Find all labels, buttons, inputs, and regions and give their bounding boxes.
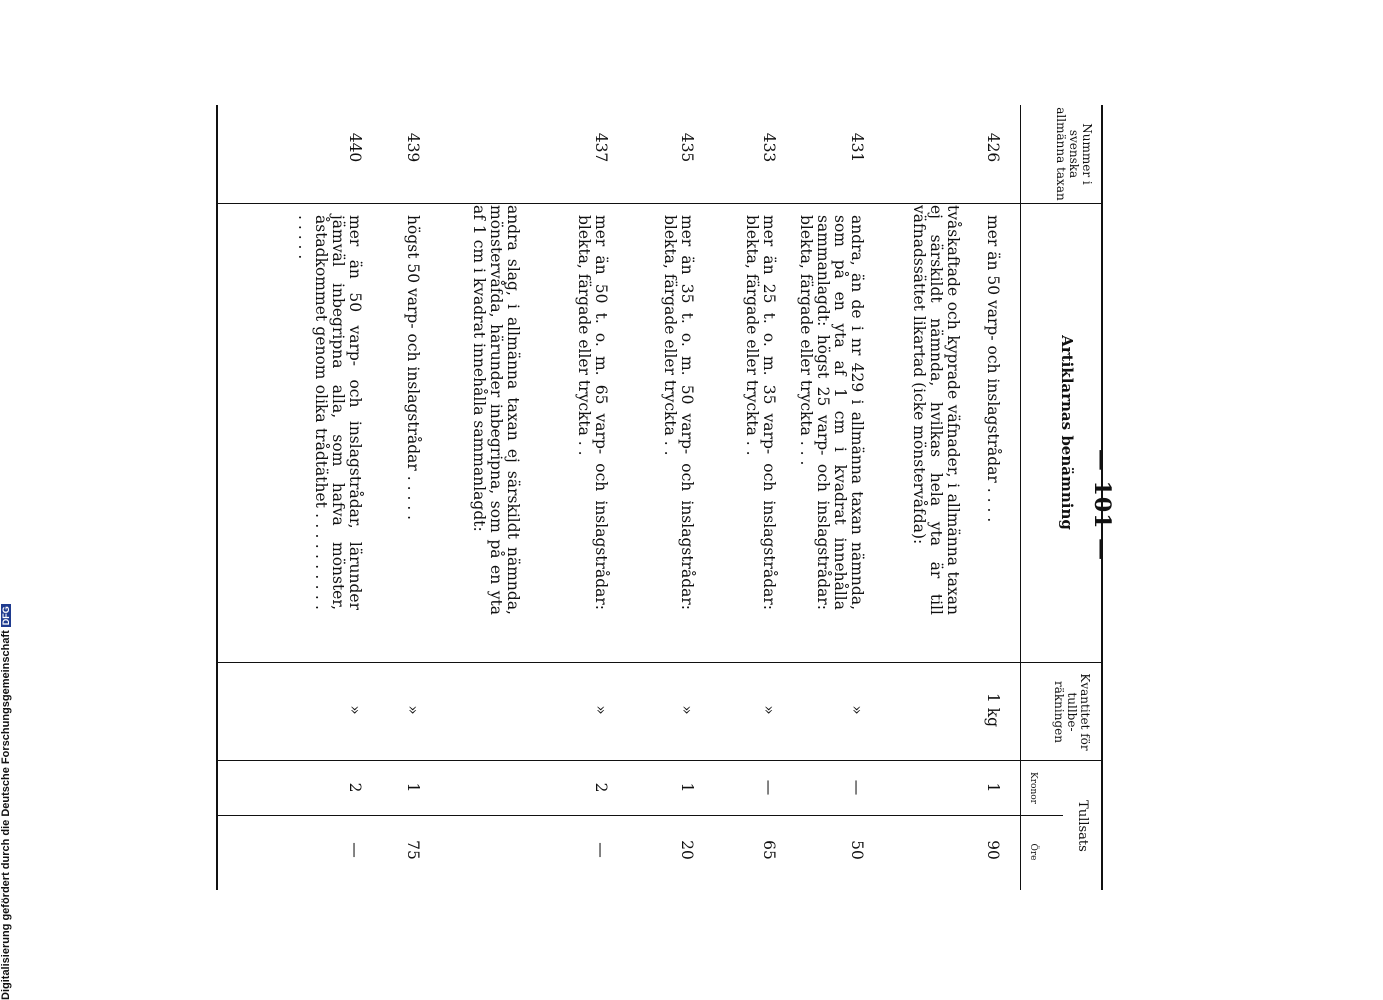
row-kronor: 1 bbox=[678, 782, 696, 793]
page-number: — 101 — bbox=[1089, 448, 1115, 562]
row-ore: 65 bbox=[760, 840, 778, 860]
row-ore: 20 bbox=[678, 840, 696, 860]
row-description: mer än 50 varp- och inslagstrådar . . . . bbox=[984, 215, 1002, 523]
row-quantity: » bbox=[404, 705, 422, 715]
row-description: andra slag, i allmänna taxan ej särskildt nämnda, mönstervåfda, härunder inbegripna, som på en yta af 1 cm i kvadrat innehålla sammanlagdt: bbox=[470, 205, 522, 615]
row-ore: — bbox=[592, 842, 610, 858]
row-number: 433 bbox=[760, 132, 778, 163]
row-number: 440 bbox=[346, 132, 364, 163]
scanned-page bbox=[173, 85, 1153, 925]
header-number: Nummer i svenska allmänna taxan bbox=[1054, 107, 1094, 201]
digitization-credit bbox=[0, 600, 12, 1000]
row-ore: 50 bbox=[848, 840, 866, 860]
header-quantity: Kvantitet för tullbe-räkningen bbox=[1052, 673, 1092, 751]
header-ore: Öre bbox=[1028, 843, 1038, 861]
row-kronor: — bbox=[760, 779, 778, 796]
row-ore: 90 bbox=[984, 840, 1002, 860]
column-rule-1 bbox=[218, 203, 1103, 204]
table-bottom-rule bbox=[216, 105, 218, 890]
row-description: mer än 50 t. o. m. 65 varp- och inslagstrådar: blekta, färgade eller tryckta . . bbox=[575, 215, 610, 610]
row-description: mer än 50 varp- och inslagstrådar, lärunder jämväl inbegripna alla, som hafva mönster, åstadkommet genom olika trådtäthet . . . . . . . . . . . . . . . bbox=[295, 215, 364, 610]
table-top-rule bbox=[1101, 105, 1103, 890]
row-quantity: » bbox=[760, 705, 778, 715]
row-kronor: 1 bbox=[404, 782, 422, 793]
row-number: 437 bbox=[592, 132, 610, 163]
credit-text: Digitalisierung gefördert durch die Deutsche Forschungsgemeinschaft bbox=[0, 630, 12, 1000]
header-tariff: Tullsats bbox=[1075, 800, 1090, 852]
header-kronor: Kronor bbox=[1028, 772, 1038, 804]
row-quantity: » bbox=[346, 705, 364, 715]
row-quantity: » bbox=[678, 705, 696, 715]
row-description: högst 50 varp- och inslagstrådar . . . . . bbox=[404, 215, 422, 521]
row-number: 435 bbox=[678, 132, 696, 163]
header-bottom-rule bbox=[1020, 105, 1021, 890]
row-quantity: 1 kg bbox=[984, 692, 1002, 728]
row-quantity: » bbox=[848, 705, 866, 715]
dfg-logo: DFG bbox=[1, 606, 11, 626]
row-number: 431 bbox=[848, 132, 866, 163]
row-ore: 75 bbox=[404, 840, 422, 860]
row-description: mer än 25 t. o. m. 35 varp- och inslagstrådar: blekta, färgade eller tryckta . . bbox=[743, 215, 778, 610]
row-description: tvåskaftade och kyprade väfnader, i allmänna taxan ej särskildt nämnda, hvilkas hela yta är till väfnadssättet likartad (icke mönstervåfda): bbox=[910, 205, 962, 615]
row-quantity: » bbox=[592, 705, 610, 715]
row-number: 426 bbox=[984, 132, 1002, 163]
row-kronor: 2 bbox=[592, 782, 610, 793]
row-kronor: — bbox=[848, 779, 866, 796]
row-kronor: 2 bbox=[346, 782, 364, 793]
row-ore: — bbox=[346, 842, 364, 858]
column-rule-4 bbox=[218, 815, 1063, 816]
row-description: andra, än de i nr 429 i allmänna taxan nämnda, som på en yta af 1 cm i kvadrat innehålla sammanlagdt: högst 25 varp- och inslagstrådar: blekta, färgade eller tryckta . . . bbox=[797, 215, 866, 610]
row-description: mer än 35 t. o. m. 50 varp- och inslagstrådar: blekta, färgade eller tryckta . . bbox=[661, 215, 696, 610]
tariff-table bbox=[203, 105, 1103, 905]
row-kronor: 1 bbox=[984, 782, 1002, 793]
header-description: Artiklarnas benämning bbox=[1058, 335, 1076, 530]
row-number: 439 bbox=[404, 132, 422, 163]
column-rule-2 bbox=[218, 662, 1103, 663]
